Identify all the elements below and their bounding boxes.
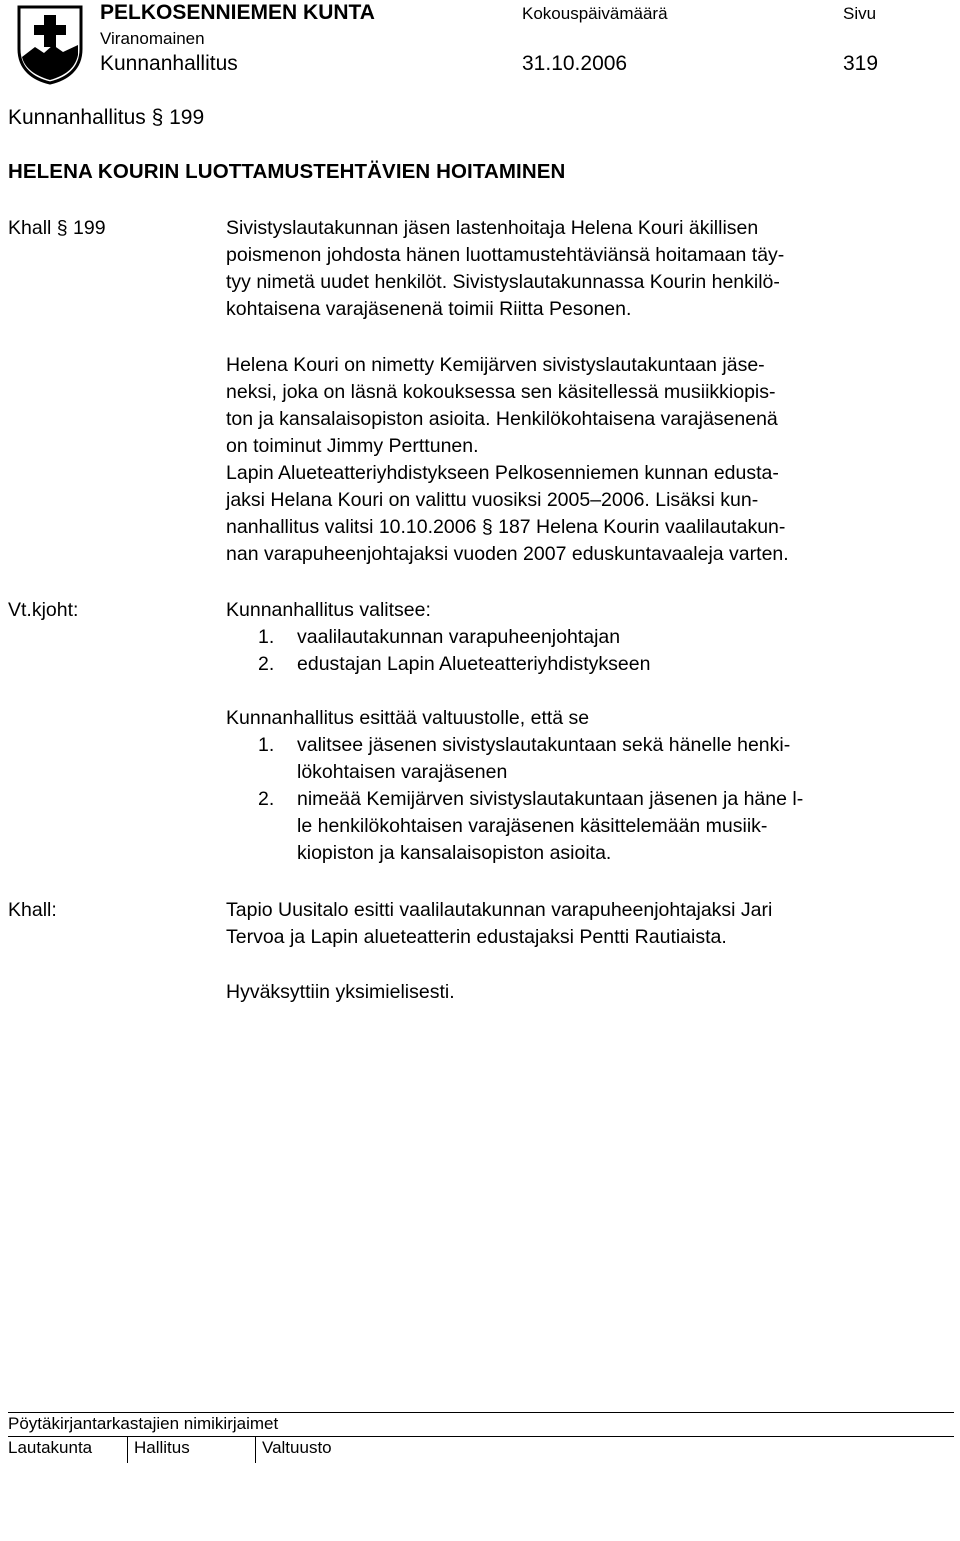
authority-label: Viranomainen (100, 29, 205, 48)
paragraph-line: kohtaisena varajäsenenä toimii Riitta Pesonen. (226, 298, 632, 320)
signature-column-board: Lautakunta (8, 1438, 93, 1457)
section-reference: Kunnanhallitus § 199 (8, 106, 205, 129)
decision-line: Tapio Uusitalo esitti vaalilautakunnan varapuheenjohtajaksi Jari (226, 899, 773, 921)
proposal-intro: Kunnanhallitus valitsee: (226, 599, 431, 621)
paragraph-line: nanhallitus valitsi 10.10.2006 § 187 Helena Kourin vaalilautakun- (226, 516, 786, 538)
page-number: 319 (843, 52, 879, 75)
decision-line: Tervoa ja Lapin alueteatterin edustajaksi Pentti Rautiaista. (226, 926, 727, 948)
document-title: HELENA KOURIN LUOTTAMUSTEHTÄVIEN HOITAMINEN (8, 160, 566, 183)
paragraph-line: Helena Kouri on nimetty Kemijärven sivistyslautakuntaan jäse- (226, 354, 765, 376)
list-item: kiopiston ja kansalaisopiston asioita. (297, 842, 612, 864)
paragraph-line: poismenon johdosta hänen luottamustehtäviänsä hoitamaan täy- (226, 244, 785, 266)
signature-column-council: Valtuusto (262, 1438, 332, 1457)
list-item: edustajan Lapin Alueteatteriyhdistykseen (297, 653, 651, 675)
list-item: lökohtaisen varajäsenen (297, 761, 508, 783)
footer-divider (8, 1412, 954, 1413)
meeting-date: 31.10.2006 (522, 52, 628, 75)
paragraph-line: neksi, joka on läsnä kokouksessa sen käsitellessä musiikkiopis- (226, 381, 776, 403)
decision-result: Hyväksyttiin yksimielisesti. (226, 981, 455, 1003)
proposal-label: Vt.kjoht: (8, 599, 79, 621)
paragraph-line: jaksi Helana Kouri on valittu vuosiksi 2005–2006. Lisäksi kun- (226, 489, 759, 511)
list-item: le henkilökohtaisen varajäsenen käsittelemään musiik- (297, 815, 768, 837)
municipality-coat-of-arms (17, 5, 83, 85)
footer-divider (8, 1436, 954, 1437)
authority-name: Kunnanhallitus (100, 52, 238, 75)
list-number: 1. (258, 626, 275, 648)
paragraph-line: on toiminut Jimmy Perttunen. (226, 435, 479, 457)
decision-label: Khall: (8, 899, 57, 921)
paragraph-line: Sivistyslautakunnan jäsen lastenhoitaja Helena Kouri äkillisen (226, 217, 759, 239)
list-item: nimeää Kemijärven sivistyslautakuntaan jäsenen ja häne l- (297, 788, 804, 810)
paragraph-line: ton ja kansalaisopiston asioita. Henkilökohtaisena varajäsenenä (226, 408, 778, 430)
footer-column-separator (127, 1437, 128, 1463)
paragraph-line: Lapin Alueteatteriyhdistykseen Pelkosenniemen kunnan edusta- (226, 462, 779, 484)
list-number: 2. (258, 653, 275, 675)
list-number: 2. (258, 788, 275, 810)
list-item: valitsee jäsenen sivistyslautakuntaan sekä hänelle henki- (297, 734, 791, 756)
municipality-name: PELKOSENNIEMEN KUNTA (100, 1, 375, 24)
list-number: 1. (258, 734, 275, 756)
paragraph-line: nan varapuheenjohtajaksi vuoden 2007 eduskuntavaaleja varten. (226, 543, 789, 565)
meeting-date-label: Kokouspäivämäärä (522, 4, 668, 23)
list-item: vaalilautakunnan varapuheenjohtajan (297, 626, 621, 648)
footer-column-separator (255, 1437, 256, 1463)
paragraph-line: tyy nimetä uudet henkilöt. Sivistyslautakunnassa Kourin henkilö- (226, 271, 780, 293)
page-label: Sivu (843, 4, 877, 23)
signatures-label: Pöytäkirjantarkastajien nimikirjaimet (8, 1414, 279, 1433)
section-label: Khall § 199 (8, 217, 106, 239)
signature-column-government: Hallitus (134, 1438, 190, 1457)
proposal-intro-2: Kunnanhallitus esittää valtuustolle, että se (226, 707, 590, 729)
